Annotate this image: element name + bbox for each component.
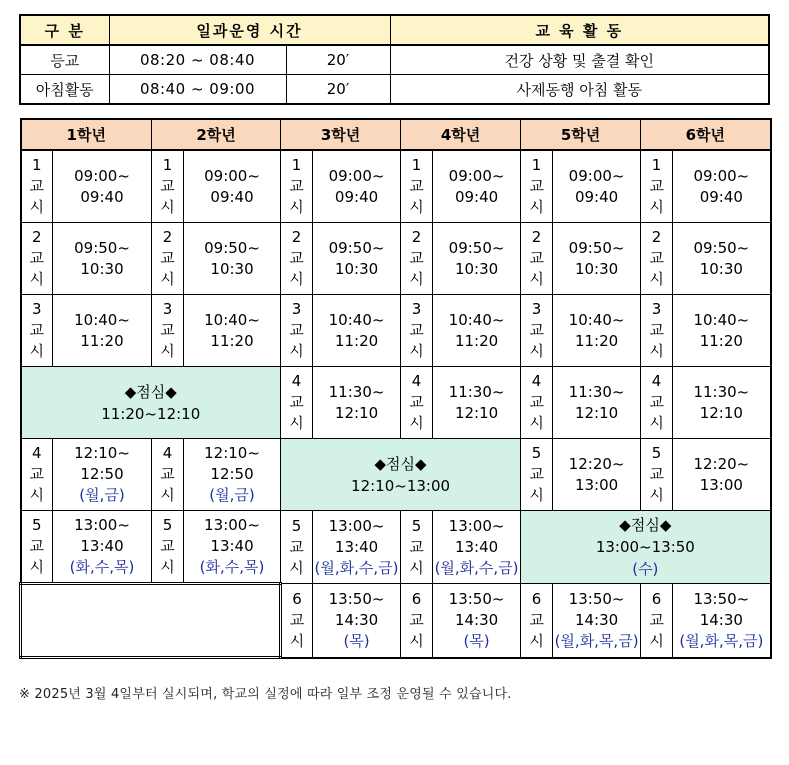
time-slot: 12:20~ 13:00 xyxy=(673,439,771,511)
period-label: 2 교 시 xyxy=(521,223,553,295)
period-label: 4 교 시 xyxy=(152,439,184,511)
period-1-row xyxy=(21,150,771,223)
grade-1-header: 1학년 xyxy=(21,119,152,150)
daily-schedule-table xyxy=(19,14,770,105)
time-slot: 10:40~ 11:20 xyxy=(313,295,401,367)
period-label: 2 교 시 xyxy=(21,223,53,295)
time-slot: 10:40~ 11:20 xyxy=(553,295,641,367)
time-slot: 11:30~ 12:10 xyxy=(433,367,521,439)
period-label: 6 교 시 xyxy=(401,584,433,658)
period-label: 1 교 시 xyxy=(281,150,313,223)
time-slot: 09:50~ 10:30 xyxy=(433,223,521,295)
period-label: 1 교 시 xyxy=(641,150,673,223)
lunch-block-mid: ◆점심◆ 12:10~13:00 xyxy=(281,439,521,511)
period-label: 3 교 시 xyxy=(641,295,673,367)
table-row xyxy=(20,45,769,75)
time-slot: 11:30~ 12:10 xyxy=(673,367,771,439)
period-label: 5 교 시 xyxy=(401,511,433,584)
time-slot: 10:40~ 11:20 xyxy=(53,295,152,367)
activity-cell: 사제동행 아침 활동 xyxy=(390,75,769,105)
header-category: 구 분 xyxy=(20,15,109,45)
header-row xyxy=(20,15,769,45)
time-slot: 11:30~ 12:10 xyxy=(553,367,641,439)
time-slot: 10:40~ 11:20 xyxy=(184,295,281,367)
table-row xyxy=(20,75,769,105)
time-slot: 09:00~ 09:40 xyxy=(673,150,771,223)
period-2-row xyxy=(21,223,771,295)
time-slot: 09:50~ 10:30 xyxy=(313,223,401,295)
time-slot: 09:50~ 10:30 xyxy=(184,223,281,295)
minutes-cell: 20′ xyxy=(286,45,390,75)
footnote: ※ 2025년 3월 4일부터 실시되며, 학교의 실정에 따라 일부 조정 운영될 수 있습니다. xyxy=(19,687,512,702)
time-slot: 13:50~ 14:30 (월,화,목,금) xyxy=(553,584,641,658)
time-slot: 10:40~ 11:20 xyxy=(673,295,771,367)
period-label: 2 교 시 xyxy=(152,223,184,295)
time-slot: 12:10~ 12:50 (월,금) xyxy=(184,439,281,511)
time-slot: 13:50~ 14:30 (월,화,목,금) xyxy=(673,584,771,658)
empty-cell xyxy=(21,584,281,658)
time-slot: 13:00~ 13:40 (월,화,수,금) xyxy=(433,511,521,584)
time-slot: 09:50~ 10:30 xyxy=(553,223,641,295)
row-4 xyxy=(21,367,771,439)
period-label: 6 교 시 xyxy=(641,584,673,658)
time-slot: 09:00~ 09:40 xyxy=(184,150,281,223)
time-slot: 13:00~ 13:40 (월,화,수,금) xyxy=(313,511,401,584)
period-label: 5 교 시 xyxy=(641,439,673,511)
period-label: 6 교 시 xyxy=(521,584,553,658)
grade-6-header: 6학년 xyxy=(641,119,771,150)
period-label: 1 교 시 xyxy=(401,150,433,223)
time-slot: 09:00~ 09:40 xyxy=(313,150,401,223)
grade-3-header: 3학년 xyxy=(281,119,401,150)
time-slot: 09:00~ 09:40 xyxy=(553,150,641,223)
row-6 xyxy=(21,511,771,584)
time-slot: 10:40~ 11:20 xyxy=(433,295,521,367)
period-label: 4 교 시 xyxy=(281,367,313,439)
time-slot: 09:00~ 09:40 xyxy=(53,150,152,223)
period-label: 5 교 시 xyxy=(21,511,53,584)
time-slot: 13:50~ 14:30 (목) xyxy=(433,584,521,658)
grade-2-header: 2학년 xyxy=(152,119,281,150)
period-label: 4 교 시 xyxy=(401,367,433,439)
time-slot: 12:20~ 13:00 xyxy=(553,439,641,511)
row-5 xyxy=(21,439,771,511)
period-label: 4 교 시 xyxy=(641,367,673,439)
header-time: 일과운영 시간 xyxy=(109,15,390,45)
grade-5-header: 5학년 xyxy=(521,119,641,150)
period-label: 4 교 시 xyxy=(21,439,53,511)
time-slot: 13:50~ 14:30 (목) xyxy=(313,584,401,658)
period-label: 4 교 시 xyxy=(521,367,553,439)
lunch-block-low: ◆점심◆ 11:20~12:10 xyxy=(21,367,281,439)
grade-4-header: 4학년 xyxy=(401,119,521,150)
time-slot: 09:00~ 09:40 xyxy=(433,150,521,223)
time-slot: 12:10~ 12:50 (월,금) xyxy=(53,439,152,511)
period-label: 1 교 시 xyxy=(152,150,184,223)
period-label: 2 교 시 xyxy=(641,223,673,295)
row-7 xyxy=(21,584,771,658)
category-cell: 등교 xyxy=(20,45,109,75)
time-cell: 08:20 ~ 08:40 xyxy=(109,45,286,75)
class-timetable xyxy=(19,118,772,659)
time-slot: 09:50~ 10:30 xyxy=(673,223,771,295)
time-slot: 09:50~ 10:30 xyxy=(53,223,152,295)
time-slot: 13:00~ 13:40 (화,수,목) xyxy=(184,511,281,584)
grade-header-row xyxy=(21,119,771,150)
period-label: 1 교 시 xyxy=(521,150,553,223)
activity-cell: 건강 상황 및 출결 확인 xyxy=(390,45,769,75)
period-label: 3 교 시 xyxy=(152,295,184,367)
period-label: 5 교 시 xyxy=(281,511,313,584)
period-label: 3 교 시 xyxy=(401,295,433,367)
minutes-cell: 20′ xyxy=(286,75,390,105)
period-label: 2 교 시 xyxy=(281,223,313,295)
period-label: 1 교 시 xyxy=(21,150,53,223)
period-label: 3 교 시 xyxy=(281,295,313,367)
period-label: 5 교 시 xyxy=(152,511,184,584)
period-label: 3 교 시 xyxy=(21,295,53,367)
period-label: 6 교 시 xyxy=(281,584,313,658)
period-label: 2 교 시 xyxy=(401,223,433,295)
time-slot: 11:30~ 12:10 xyxy=(313,367,401,439)
time-slot: 13:00~ 13:40 (화,수,목) xyxy=(53,511,152,584)
header-activity: 교 육 활 동 xyxy=(390,15,769,45)
lunch-block-high: ◆점심◆ 13:00~13:50 (수) xyxy=(521,511,771,584)
period-label: 3 교 시 xyxy=(521,295,553,367)
period-label: 5 교 시 xyxy=(521,439,553,511)
time-cell: 08:40 ~ 09:00 xyxy=(109,75,286,105)
category-cell: 아침활동 xyxy=(20,75,109,105)
period-3-row xyxy=(21,295,771,367)
